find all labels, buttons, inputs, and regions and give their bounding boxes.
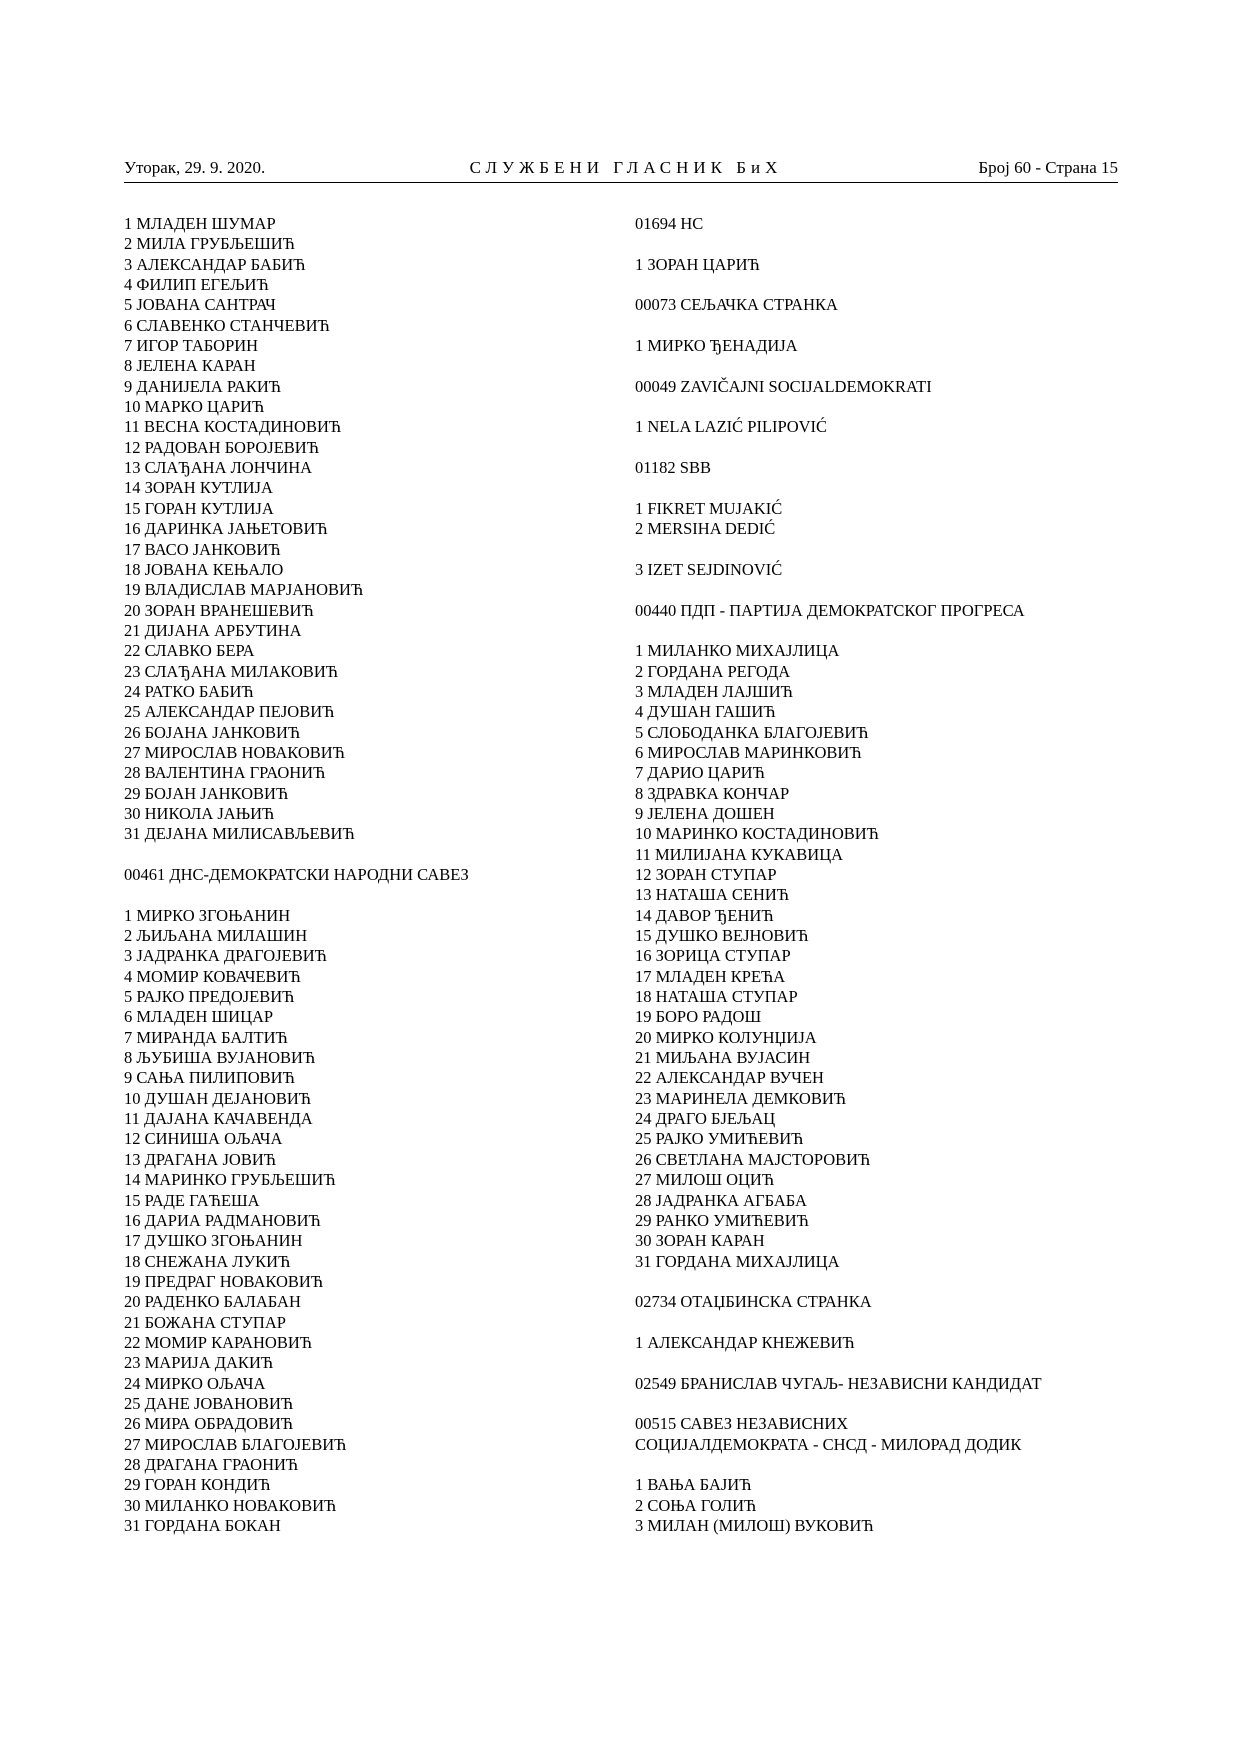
list-item: 18 ЈОВАНА КЕЊАЛО — [124, 559, 284, 579]
list-item: 8 ЈЕЛЕНА КАРАН — [124, 356, 256, 376]
list-item: 7 МИРАНДА БАЛТИЋ — [124, 1027, 288, 1047]
list-item: 7 ДАРИО ЦАРИЋ — [635, 763, 765, 783]
list-item: 22 МОМИР КАРАНОВИЋ — [124, 1332, 312, 1352]
list-item: 13 СЛАЂАНА ЛОНЧИНА — [124, 458, 313, 478]
list-item: 11 МИЛИЈАНА КУКАВИЦА — [635, 844, 844, 864]
list-item: 5 СЛОБОДАНКА БЛАГОЈЕВИЋ — [635, 722, 869, 742]
party-heading: 02734 ОТАЏБИНСКА СТРАНКА — [635, 1292, 872, 1312]
list-item: 21 БОЖАНА СТУПАР — [124, 1312, 286, 1332]
list-item: 17 ДУШКО ЗГОЊАНИН — [124, 1231, 303, 1251]
blank-line — [635, 234, 1115, 254]
list-item: 1 МЛАДЕН ШУМАР — [124, 214, 276, 233]
list-item: 18 НАТАША СТУПАР — [635, 987, 798, 1007]
list-item: 20 МИРКО КОЛУНЏИЈА — [635, 1027, 817, 1047]
list-item: 10 ДУШАН ДЕЈАНОВИЋ — [124, 1088, 312, 1108]
list-item: 2 МИЛА ГРУБЉЕШИЋ — [124, 234, 295, 254]
list-item: 21 МИЉАНА ВУЈАСИН — [635, 1048, 811, 1068]
list-item: 2 MERSIHA DEDIĆ — [635, 519, 776, 539]
party-heading: 00049 ZAVIČAJNI SOCIJALDEMOKRATI — [635, 376, 932, 396]
list-item: 4 ФИЛИП ЕГЕЉИЋ — [124, 275, 269, 295]
list-item: 6 МИРОСЛАВ МАРИНКОВИЋ — [635, 742, 862, 762]
list-item: 5 РАЈКО ПРЕДОЈЕВИЋ — [124, 987, 295, 1007]
list-item: 6 МЛАДЕН ШИЦАР — [124, 1007, 274, 1027]
party-heading: 00461 ДНС-ДЕМОКРАТСКИ НАРОДНИ САВЕЗ — [124, 865, 469, 884]
list-item: 18 СНЕЖАНА ЛУКИЋ — [124, 1251, 291, 1271]
list-item: 28 ДРАГАНА ГРАОНИЋ — [124, 1454, 299, 1474]
party-heading: 00515 САВЕЗ НЕЗАВИСНИХ — [635, 1414, 849, 1434]
header-date: Уторак, 29. 9. 2020. — [124, 158, 266, 177]
list-item: 31 ДЕЈАНА МИЛИСАВЉЕВИЋ — [124, 824, 355, 844]
list-item: СОЦИЈАЛДЕМОКРАТА - СНСД - МИЛОРАД ДОДИК — [635, 1434, 1022, 1454]
list-item: 9 ЈЕЛЕНА ДОШЕН — [635, 803, 775, 823]
list-item: 12 ЗОРАН СТУПАР — [635, 865, 777, 884]
list-item: 12 РАДОВАН БОРОЈЕВИЋ — [124, 437, 319, 457]
right-column — [635, 214, 1115, 1536]
list-item: 24 РАТКО БАБИЋ — [124, 681, 254, 701]
list-item: 28 ЈАДРАНКА АГБАБА — [635, 1190, 807, 1210]
list-item: 31 ГОРДАНА МИХАЈЛИЦА — [635, 1251, 840, 1271]
list-item: 25 АЛЕКСАНДАР ПЕЈОВИЋ — [124, 702, 335, 722]
list-item: 25 РАЈКО УМИЋЕВИЋ — [635, 1129, 804, 1149]
list-item: 8 ЉУБИША ВУЈАНОВИЋ — [124, 1048, 316, 1068]
list-item: 4 ДУШАН ГАШИЋ — [635, 702, 776, 722]
list-item: 26 МИРА ОБРАДОВИЋ — [124, 1414, 294, 1434]
party-heading: 01694 НС — [635, 214, 704, 233]
list-item: 15 ДУШКО ВЕЈНОВИЋ — [635, 926, 809, 946]
publication-title: СЛУЖБЕНИ ГЛАСНИК БиХ — [469, 158, 783, 177]
list-item: 19 ВЛАДИСЛАВ МАРЈАНОВИЋ — [124, 580, 364, 600]
list-item: 3 АЛЕКСАНДАР БАБИЋ — [124, 254, 306, 274]
list-item: 2 СОЊА ГОЛИЋ — [635, 1495, 757, 1515]
list-item: 6 СЛАВЕНКО СТАНЧЕВИЋ — [124, 315, 330, 335]
list-item: 1 МИЛАНКО МИХАЈЛИЦА — [635, 641, 840, 661]
list-item: 29 ГОРАН КОНДИЋ — [124, 1475, 271, 1495]
list-item: 2 ЉИЉАНА МИЛАШИН — [124, 926, 308, 946]
list-item: 14 ДАВОР ЂЕНИЋ — [635, 905, 774, 925]
list-item: 15 ГОРАН КУТЛИЈА — [124, 498, 274, 518]
list-item: 1 ВАЊА БАЈИЋ — [635, 1475, 752, 1495]
blank-line — [635, 1313, 1115, 1333]
party-heading: 01182 SBB — [635, 458, 711, 478]
list-item: 30 ЗОРАН КАРАН — [635, 1231, 765, 1251]
list-item: 1 FIKRET MUJAKIĆ — [635, 498, 783, 518]
list-item: 24 МИРКО ОЉАЧА — [124, 1373, 266, 1393]
list-item: 3 ЈАДРАНКА ДРАГОЈЕВИЋ — [124, 946, 327, 966]
list-item: 7 ИГОР ТАБОРИН — [124, 336, 259, 356]
list-item: 10 МАРИНКО КОСТАДИНОВИЋ — [635, 824, 879, 844]
list-item: 28 ВАЛЕНТИНА ГРАОНИЋ — [124, 763, 326, 783]
list-item: 24 ДРАГО БЈЕЉАЦ — [635, 1109, 776, 1129]
list-item: 16 ДАРИА РАДМАНОВИЋ — [124, 1210, 321, 1230]
list-item: 9 САЊА ПИЛИПОВИЋ — [124, 1068, 295, 1088]
blank-line — [635, 540, 1115, 560]
list-item: 14 ЗОРАН КУТЛИЈА — [124, 478, 273, 498]
party-heading: 02549 БРАНИСЛАВ ЧУГАЉ- НЕЗАВИСНИ КАНДИДАТ — [635, 1373, 1042, 1393]
list-item: 9 ДАНИЈЕЛА РАКИЋ — [124, 376, 282, 396]
list-item: 13 НАТАША СЕНИЋ — [635, 885, 790, 905]
list-item: 30 НИКОЛА ЈАЊИЋ — [124, 803, 275, 823]
list-item: 2 ГОРДАНА РЕГОДА — [635, 661, 791, 681]
list-item: 8 ЗДРАВКА КОНЧАР — [635, 783, 790, 803]
page-header — [124, 158, 1118, 183]
list-item: 23 МАРИЈА ДАКИЋ — [124, 1353, 274, 1373]
list-item: 30 МИЛАНКО НОВАКОВИЋ — [124, 1495, 337, 1515]
blank-line — [635, 1353, 1115, 1373]
party-heading: 00440 ПДП - ПАРТИЈА ДЕМОКРАТСКОГ ПРОГРЕСА — [635, 600, 1025, 620]
list-item: 23 МАРИНЕЛА ДЕМКОВИЋ — [635, 1088, 846, 1108]
list-item: 29 РАНКО УМИЋЕВИЋ — [635, 1210, 809, 1230]
list-item: 17 ВАСО ЈАНКОВИЋ — [124, 539, 281, 559]
list-item: 14 МАРИНКО ГРУБЉЕШИЋ — [124, 1170, 336, 1190]
list-item: 27 МИРОСЛАВ НОВАКОВИЋ — [124, 742, 345, 762]
list-item: 5 ЈОВАНА САНТРАЧ — [124, 295, 276, 315]
list-item: 31 ГОРДАНА БОКАН — [124, 1516, 281, 1535]
blank-line — [635, 580, 1115, 600]
list-item: 27 МИЛОШ ОЦИЋ — [635, 1170, 775, 1190]
blank-line — [635, 621, 1115, 641]
blank-line — [124, 845, 624, 865]
list-item: 1 МИРКО ЗГОЊАНИН — [124, 905, 291, 925]
blank-line — [635, 438, 1115, 458]
page-number: Број 60 - Страна 15 — [978, 158, 1118, 177]
blank-line — [635, 1394, 1115, 1414]
list-item: 1 NELA LAZIĆ PILIPOVIĆ — [635, 417, 828, 437]
list-item: 3 МЛАДЕН ЛАЈШИЋ — [635, 681, 793, 701]
list-item: 27 МИРОСЛАВ БЛАГОЈЕВИЋ — [124, 1434, 347, 1454]
blank-line — [635, 478, 1115, 498]
list-item: 25 ДАНЕ ЈОВАНОВИЋ — [124, 1393, 294, 1413]
list-item: 1 МИРКО ЂЕНАДИЈА — [635, 336, 798, 356]
list-item: 15 РАДЕ ГАЋЕША — [124, 1190, 260, 1210]
list-item: 19 БОРО РАДОШ — [635, 1007, 762, 1027]
list-item: 29 БОЈАН ЈАНКОВИЋ — [124, 783, 289, 803]
list-item: 23 СЛАЂАНА МИЛАКОВИЋ — [124, 661, 338, 681]
blank-line — [635, 1455, 1115, 1475]
list-item: 26 СВЕТЛАНА МАЈСТОРОВИЋ — [635, 1149, 871, 1169]
blank-line — [635, 397, 1115, 417]
list-item: 22 СЛАВКО БЕРА — [124, 641, 255, 661]
list-item: 20 ЗОРАН ВРАНЕШЕВИЋ — [124, 600, 314, 620]
party-heading: 00073 СЕЉАЧКА СТРАНКА — [635, 295, 838, 315]
list-item: 19 ПРЕДРАГ НОВАКОВИЋ — [124, 1271, 324, 1291]
list-item: 10 МАРКО ЦАРИЋ — [124, 397, 265, 417]
blank-line — [635, 316, 1115, 336]
list-item: 16 ДАРИНКА ЈАЊЕТОВИЋ — [124, 519, 328, 539]
list-item: 22 АЛЕКСАНДАР ВУЧЕН — [635, 1068, 824, 1088]
left-column — [124, 214, 624, 1536]
list-item: 12 СИНИША ОЉАЧА — [124, 1129, 283, 1149]
list-item: 16 ЗОРИЦА СТУПАР — [635, 946, 791, 966]
list-item: 21 ДИЈАНА АРБУТИНА — [124, 620, 302, 640]
blank-line — [635, 1272, 1115, 1292]
list-item: 1 АЛЕКСАНДАР КНЕЖЕВИЋ — [635, 1332, 855, 1352]
list-item: 11 ДАЈАНА КАЧАВЕНДА — [124, 1109, 313, 1129]
list-item: 1 ЗОРАН ЦАРИЋ — [635, 254, 760, 274]
list-item: 3 МИЛАН (МИЛОШ) ВУКОВИЋ — [635, 1516, 874, 1535]
list-item: 4 МОМИР КОВАЧЕВИЋ — [124, 966, 301, 986]
blank-line — [124, 885, 624, 905]
blank-line — [635, 356, 1115, 376]
list-item: 26 БОЈАНА ЈАНКОВИЋ — [124, 722, 301, 742]
list-item: 3 IZET SEJDINOVIĆ — [635, 559, 783, 579]
list-item: 13 ДРАГАНА ЈОВИЋ — [124, 1149, 276, 1169]
list-item: 11 ВЕСНА КОСТАДИНОВИЋ — [124, 417, 342, 437]
list-item: 17 МЛАДЕН КРЕЋА — [635, 966, 786, 986]
blank-line — [635, 275, 1115, 295]
list-item: 20 РАДЕНКО БАЛАБАН — [124, 1292, 301, 1312]
